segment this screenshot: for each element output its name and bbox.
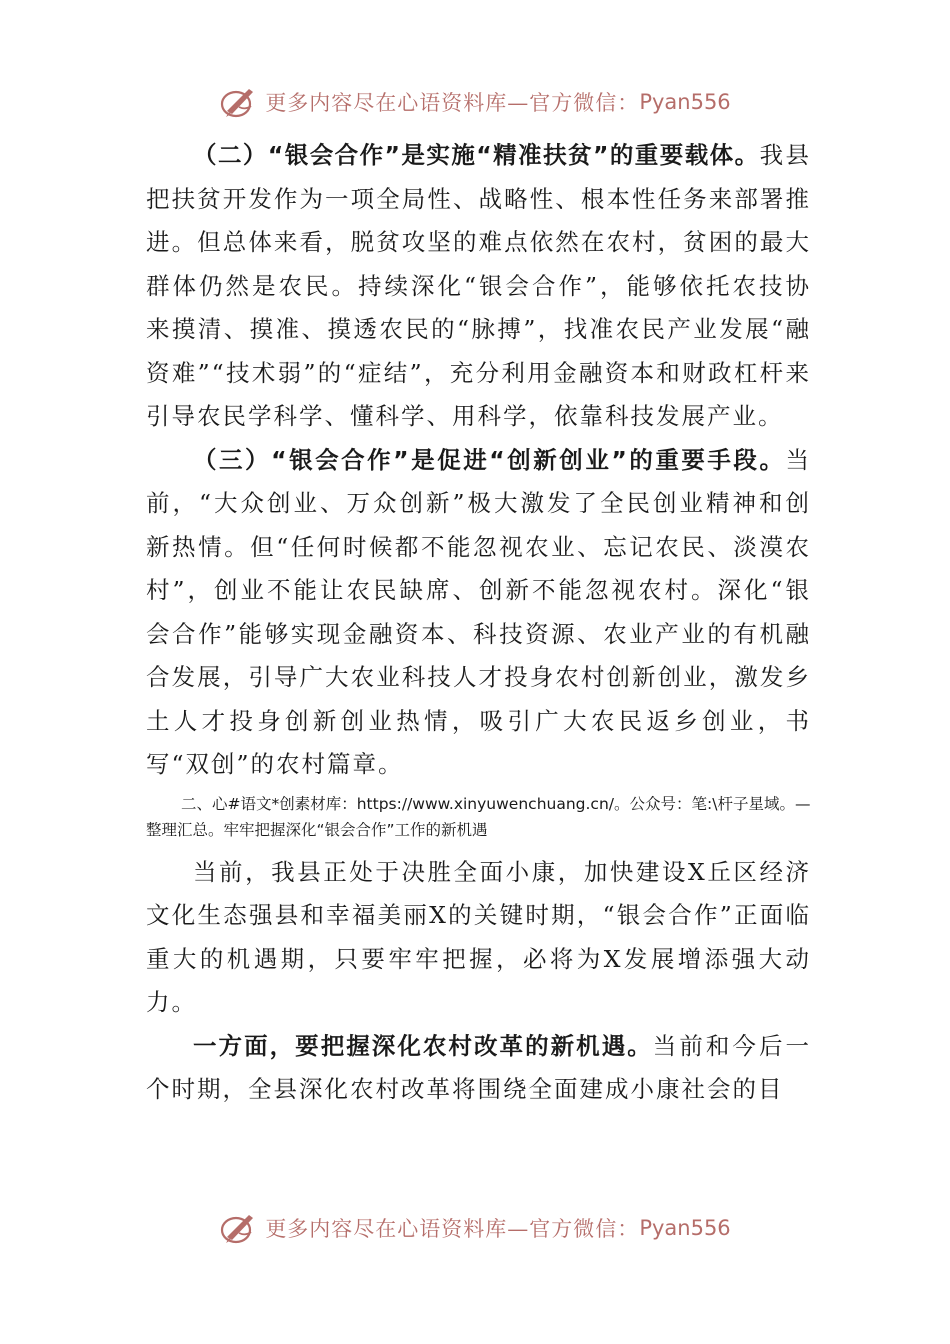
banner-wechat-id: Pyan556: [639, 1216, 731, 1240]
banner-text: 更多内容尽在心语资料库—官方微信：: [265, 91, 640, 115]
paragraph: 当前，我县正处于决胜全面小康，加快建设X丘区经济文化生态强县和幸福美丽X的关键时期，“银会合作”正面临重大的机遇期，只要牢牢把握，必将为X发展增添强大动力。: [146, 857, 811, 1016]
paragraph-body: 我县把扶贫开发作为一项全局性、战略性、根本性任务来部署推进。但总体来看，脱贫攻坚的难点依然在农村，贫困的最大群体仍然是农民。持续深化“银会合作”，能够依托农技协来摸清、摸准、摸透农民的“脉搏”，找准农民产业发展“融资难”“技术弱”的“症结”，充分利用金融资本和财政杠杆来引导农民学科学、懂科学、用科学，依靠科技发展产业。: [146, 141, 812, 430]
paragraph: [146, 134, 811, 439]
paragraph-heading: 一方面，要把握深化农村改革的新机遇。: [193, 1031, 653, 1060]
paragraph-heading: （二）“银会合作”是实施“精准扶贫”的重要载体。: [193, 141, 760, 169]
header-banner: [0, 76, 950, 128]
paragraph: [146, 1025, 811, 1112]
pen-logo-icon: [219, 1207, 261, 1249]
document-body: [146, 134, 811, 1112]
paragraph-body: 当前，“大众创业、万众创新”极大激发了全民创业精神和创新热情。但“任何时候都不能忽视农业、忘记农民、淡漠农村”，创业不能让农民缺席、创新不能忽视农村。深化“银会合作”能够实现金融资本、科技资源、农业产业的有机融合发展，引导广大农业科技人才投身农村创新创业，激发乡土人才投身创新创业热情，吸引广大农民返乡创业，书写“双创”的农村篇章。: [146, 445, 811, 778]
paragraph-body: 当前和今后一个时期，全县深化农村改革将围绕全面建成小康社会的目: [146, 1031, 812, 1103]
banner-text: 更多内容尽在心语资料库—官方微信：: [265, 1217, 640, 1241]
banner-wechat-id: Pyan556: [639, 90, 731, 114]
footer-banner: [0, 1202, 950, 1254]
section-heading: 二、心#语文*创素材库：https://www.xinyuwenchuang.cn/。公众号：笔:\杆子星域。—整理汇总。牢牢把握深化“银会合作”工作的新机遇: [146, 794, 811, 839]
pen-logo-icon: [219, 81, 261, 123]
paragraph: [146, 439, 811, 787]
paragraph-heading: （三）“银会合作”是促进“创新创业”的重要手段。: [193, 445, 786, 474]
